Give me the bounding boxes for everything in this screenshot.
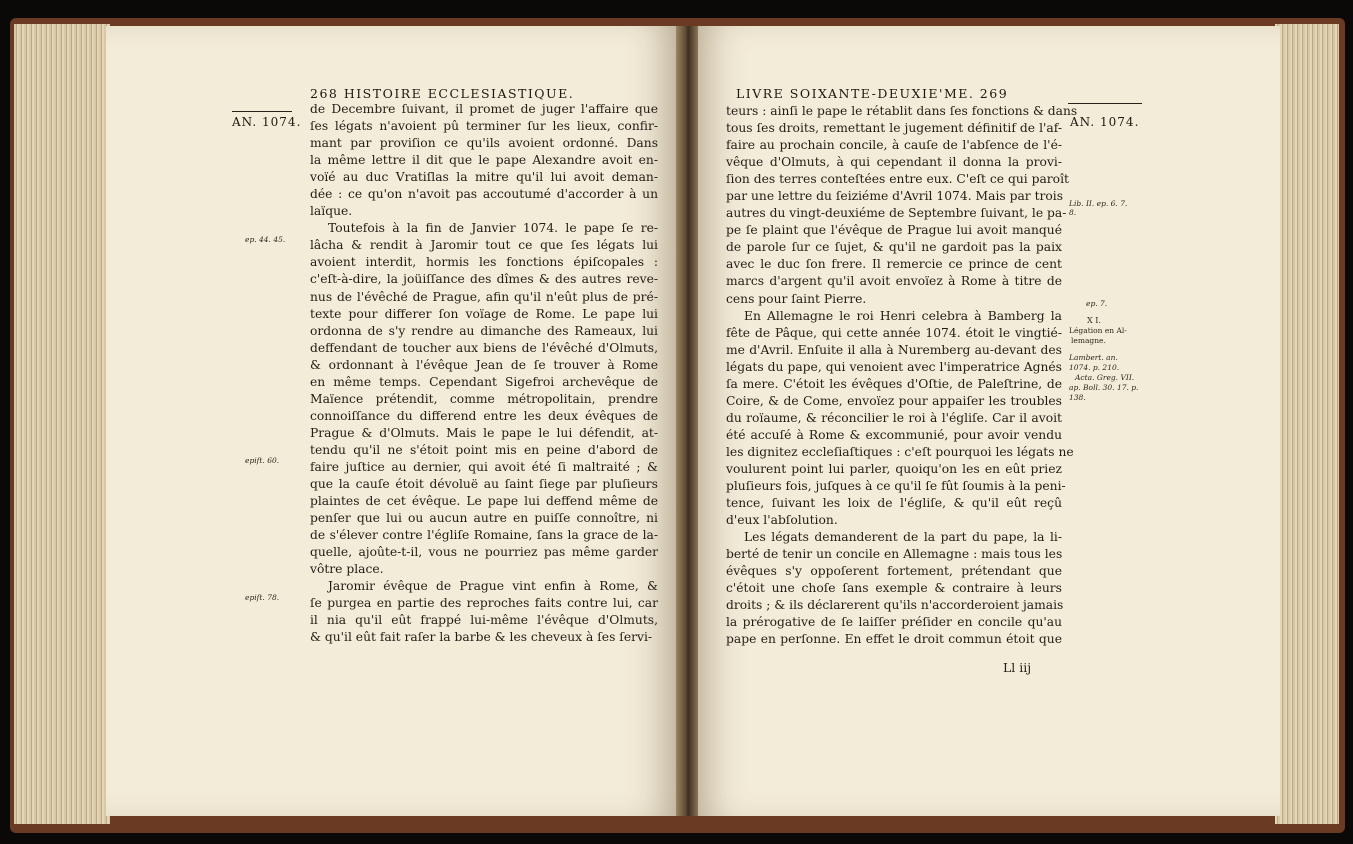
right-margin-ref-1: Lambert. an. <box>1069 353 1118 362</box>
text-line: me d'Avril. Enſuite il alla à Nuremberg au-devant des <box>726 342 1062 357</box>
text-line: été accuſé à Rome & excommunié, pour avoir vendu <box>726 427 1062 442</box>
text-line: vôtre place. <box>310 562 384 577</box>
page-edges-left <box>14 24 110 824</box>
text-line: faire au prochain concile, à cauſe de l'abſence de l'é- <box>726 138 1062 153</box>
text-line: il nia qu'il eût frappé lui-même l'évêque d'Olmuts, <box>310 613 658 628</box>
text-line: & qu'il eût fait raſer la barbe & les cheveux à ſes ſervi- <box>310 630 653 645</box>
text-line: la même lettre il dit que le pape Alexandre avoit en- <box>310 153 658 168</box>
text-line: marcs d'argent qu'il avoit envoïez à Rome à titre de <box>726 274 1062 289</box>
text-line: ſes légats n'avoient pû terminer ſur les lieux, confir- <box>310 119 658 134</box>
text-line: vêque d'Olmuts, à qui cependant il donna la provi- <box>726 155 1062 170</box>
text-line: évêques s'y oppoſerent fortement, prétendant que <box>726 564 1062 579</box>
text-line: ſion des terres conteſtées entre eux. C'eſt ce qui paroît <box>726 172 1069 187</box>
right-year-rule <box>1068 103 1142 104</box>
text-line: c'eſt-à-dire, la joüiſſance des dîmes & des autres reve- <box>310 272 658 287</box>
text-line: de Decembre ſuivant, il promet de juger l'affaire que <box>310 102 658 116</box>
text-line: Maïence prétendit, comme métropolitain, prendre <box>310 391 658 406</box>
text-line: teurs : ainſi le pape le rétablit dans ſes fonctions & dans <box>726 104 1078 118</box>
text-line: connoiſſance du differend entre les deux évêques de <box>310 408 658 423</box>
text-line: de s'élever contre l'égliſe Romaine, ſans la grace de la- <box>310 528 658 543</box>
text-line: c'étoit une choſe ſans exemple & contraire à leurs <box>726 581 1062 596</box>
right-margin-ref-5: 138. <box>1069 393 1086 402</box>
text-line: Les légats demanderent de la part du pape, la li- <box>744 530 1062 545</box>
page-edges-right <box>1275 24 1339 824</box>
text-line: laïque. <box>310 204 353 219</box>
text-line: ſe purgea en partie des reproches faits contre lui, car <box>310 596 658 611</box>
book-gutter <box>676 26 698 816</box>
text-line: par une lettre du ſeiziéme d'Avril 1074. Mais par trois <box>726 189 1064 204</box>
left-year-rule <box>232 111 292 112</box>
right-margin-ep7: ep. 7. <box>1086 299 1108 308</box>
text-line: droits ; & ils déclarerent qu'ils n'accorderoient jamais <box>726 598 1064 613</box>
text-line: avec le duc ſon frere. Il remercie ce prince de cent <box>726 257 1062 272</box>
text-line: voulurent point lui parler, quoiqu'on les en eût priez <box>726 461 1062 476</box>
text-line: quelle, ajoûte-t-il, vous ne pourriez pas même garder <box>310 545 658 560</box>
text-line: de parole ſur ce ſujet, & qu'il ne gardoit pas la paix <box>726 240 1062 255</box>
section-number: X I. <box>1087 316 1101 325</box>
text-line: Coire, & de Come, envoïez pour appaiſer les troubles <box>726 393 1062 408</box>
text-line: dée : ce qu'on n'avoit pas accoutumé d'accorder à un <box>310 187 658 202</box>
left-margin-note-2: epiſt. 60. <box>245 456 280 465</box>
text-line: que la cauſe étoit dévoluë au ſaint ſiege par pluſieurs <box>310 477 658 492</box>
text-line: pe ſe plaint que l'évêque de Prague lui avoit manqué <box>726 223 1062 238</box>
text-line: pape en perſonne. En effet le droit commun étoit que <box>726 632 1062 647</box>
text-line: en même temps. Cependant Sigefroi archevêque de <box>310 374 658 389</box>
right-margin-ref-3: Acta. Greg. VII. <box>1075 373 1135 382</box>
text-line: les dignitez eccleſiaſtiques : c'eſt pourquoi les légats ne <box>726 444 1074 459</box>
text-line: légats du pape, qui venoient avec l'imperatrice Agnés <box>726 359 1062 374</box>
text-line: pluſieurs fois, juſques à ce qu'il ſe fût ſoumis à la peni- <box>726 479 1066 494</box>
text-line: Jaromir évêque de Prague vint enfin à Rome, & <box>328 579 658 594</box>
text-line: Prague & d'Olmuts. Mais le pape le lui défendit, at- <box>310 425 658 440</box>
text-line: & ordonnant à l'évêque Jean de ſe trouver à Rome <box>310 357 658 372</box>
text-line: tence, ſuivant les loix de l'égliſe, & qu'il eût reçû <box>726 496 1062 511</box>
text-line: penſer que lui ou aucun autre en puiſſe connoître, ni <box>310 511 658 526</box>
text-line: cens pour ſaint Pierre. <box>726 291 867 306</box>
left-margin-note-1: ep. 44. 45. <box>245 235 286 244</box>
text-line: deffendant de toucher aux biens de l'évêché d'Olmuts, <box>310 340 658 355</box>
text-line: fête de Pâque, qui cette année 1074. étoit le vingtié- <box>726 325 1062 340</box>
text-line: En Allemagne le roi Henri celebra à Bamberg la <box>744 308 1062 323</box>
text-line: avoient interdit, hormis les fonctions épiſcopales : <box>310 255 658 270</box>
section-title-line-1: Légation en Al- <box>1069 326 1127 335</box>
left-running-header: 268 HISTOIRE ECCLESIASTIQUE. <box>310 86 575 101</box>
text-line: la prérogative de ſe laiſſer préſider en concile qu'au <box>726 615 1062 630</box>
section-title-line-2: lemagne. <box>1071 336 1106 345</box>
right-running-header: LIVRE SOIXANTE-DEUXIE'ME. 269 <box>736 86 1009 101</box>
right-margin-ref-4: ap. Boll. 30. 17. p. <box>1069 383 1139 392</box>
right-margin-ref-2: 1074. p. 210. <box>1069 363 1120 372</box>
text-line: berté de tenir un concile en Allemagne : mais tous les <box>726 547 1063 562</box>
left-year-marker: AN. 1074. <box>232 115 302 129</box>
text-line: voïé au duc Vratiſlas la mitre qu'il lui avoit deman- <box>310 170 658 185</box>
text-line: autres du vingt-deuxiéme de Septembre ſuivant, le pa- <box>726 206 1067 221</box>
text-line: du roïaume, & réconcilier le roi à l'égliſe. Car il avoit <box>726 410 1062 425</box>
text-line: Toutefois à la fin de Janvier 1074. le pape ſe re- <box>328 221 658 236</box>
right-margin-lib: Lib. II. ep. 6. 7. <box>1069 199 1128 208</box>
text-line: faire juſtice au dernier, qui avoit été ſi maltraité ; & <box>310 459 658 474</box>
text-line: tendu qu'il ne s'étoit point mis en peine d'abord de <box>310 442 658 457</box>
right-year-marker: AN. 1074. <box>1070 115 1140 129</box>
text-line: nus de l'évêché de Prague, afin qu'il n'eût plus de pré- <box>310 289 658 304</box>
left-margin-note-3: epiſt. 78. <box>245 593 280 602</box>
text-line: d'eux l'abſolution. <box>726 513 838 528</box>
text-line: plaintes de cet évêque. Le pape lui deffend même de <box>310 494 658 509</box>
text-line: lâcha & rendit à Jaromir tout ce que ſes légats lui <box>310 238 658 253</box>
text-line: ſa mere. C'étoit les évêques d'Oſtie, de Paleſtrine, de <box>726 376 1062 391</box>
signature-mark: Ll iij <box>1003 660 1032 675</box>
left-body-text <box>310 101 658 647</box>
right-margin-lib-cont: 8. <box>1069 208 1077 217</box>
text-line: texte pour differer ſon voïage de Rome. Le pape lui <box>310 306 658 321</box>
text-line: ordonna de s'y rendre au dimanche des Rameaux, lui <box>310 323 658 338</box>
text-line: mant par proviſion ce qu'ils avoient ordonné. Dans <box>310 136 658 151</box>
text-line: tous ſes droits, remettant le jugement définitif de l'af- <box>726 121 1062 136</box>
